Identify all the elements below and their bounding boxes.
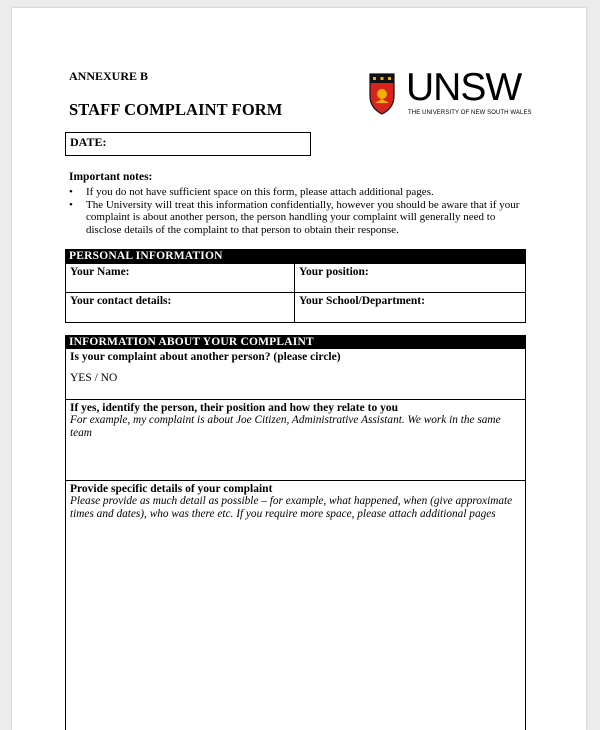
school-department-field[interactable] bbox=[295, 293, 525, 322]
contact-details-label: Your contact details: bbox=[70, 295, 172, 307]
list-item bbox=[69, 199, 529, 237]
school-department-label: Your School/Department: bbox=[299, 295, 425, 307]
annexure-label: ANNEXURE B bbox=[69, 69, 149, 83]
table-row bbox=[66, 292, 525, 322]
position-field[interactable] bbox=[295, 264, 525, 292]
document-page bbox=[12, 8, 586, 730]
bullet-icon: • bbox=[69, 198, 73, 211]
note-text: The University will treat this information confidentially, however you should be aware that if your complaint is about another person, the person handling your complaint will generally need to disclose details of the complaint to that person to obtain their response. bbox=[86, 198, 520, 236]
unsw-crest-icon bbox=[370, 74, 394, 114]
important-notes-list bbox=[69, 186, 529, 236]
date-label: DATE: bbox=[70, 135, 107, 149]
person-identification-question: If yes, identify the person, their position and how they relate to you bbox=[70, 402, 398, 414]
complaint-information-header: INFORMATION ABOUT YOUR COMPLAINT bbox=[66, 336, 525, 349]
about-another-person-field[interactable] bbox=[66, 349, 525, 399]
position-label: Your position: bbox=[299, 266, 369, 278]
unsw-tagline: THE UNIVERSITY OF NEW SOUTH WALES bbox=[408, 110, 532, 116]
yes-no-options[interactable]: YES / NO bbox=[70, 372, 118, 384]
complaint-information-section bbox=[65, 335, 526, 730]
contact-details-field[interactable] bbox=[66, 293, 295, 322]
about-another-person-question: Is your complaint about another person? (please circle) bbox=[70, 351, 341, 363]
complaint-details-hint: Please provide as much detail as possible – for example, what happened, when (give approximate times and dates), who was there etc. If you require more space, please attach additional pages bbox=[70, 495, 513, 520]
complaint-details-question: Provide specific details of your complaint bbox=[70, 483, 273, 495]
personal-information-header: PERSONAL INFORMATION bbox=[66, 250, 525, 263]
bullet-icon: • bbox=[69, 186, 73, 198]
name-label: Your Name: bbox=[70, 266, 130, 278]
unsw-wordmark: UNSW bbox=[406, 66, 522, 109]
person-identification-hint: For example, my complaint is about Joe Citizen, Administrative Assistant. We work in the same team bbox=[70, 414, 501, 439]
important-notes-heading: Important notes: bbox=[69, 171, 153, 183]
person-identification-field[interactable] bbox=[66, 399, 525, 480]
personal-information-section bbox=[65, 249, 526, 323]
note-text: If you do not have sufficient space on this form, please attach additional pages. bbox=[86, 186, 434, 198]
complaint-details-field[interactable] bbox=[66, 480, 525, 720]
name-field[interactable] bbox=[66, 264, 295, 292]
table-row bbox=[66, 263, 525, 292]
form-title: STAFF COMPLAINT FORM bbox=[69, 100, 283, 119]
date-field[interactable] bbox=[65, 132, 311, 156]
list-item bbox=[69, 186, 529, 199]
